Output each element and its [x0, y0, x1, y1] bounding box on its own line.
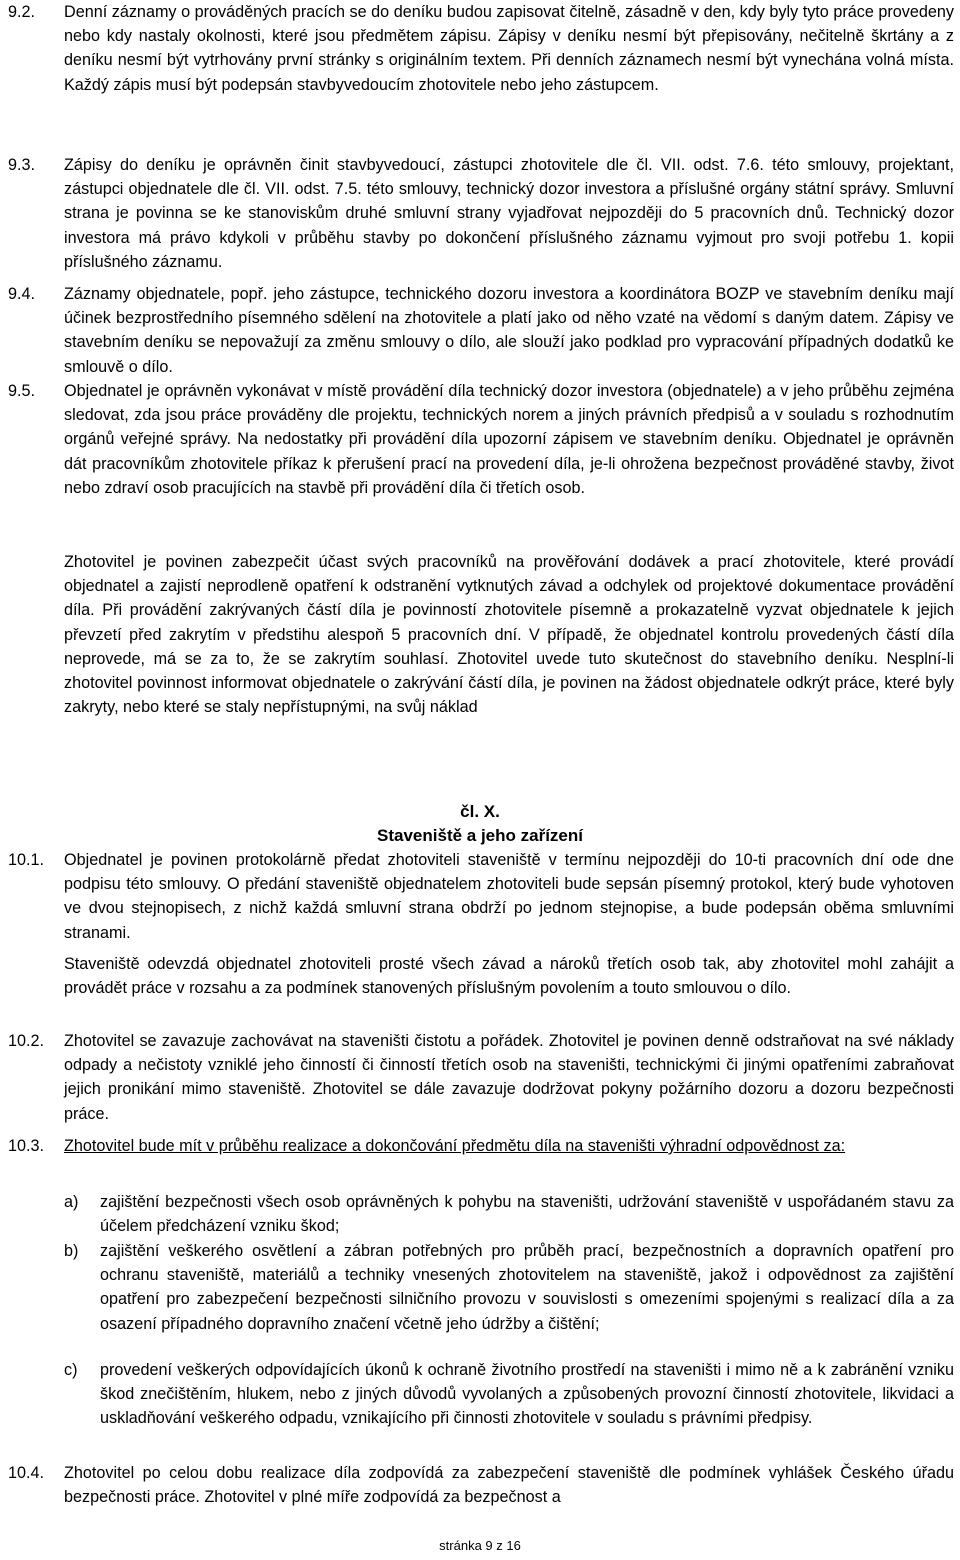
- clause-text: Záznamy objednatele, popř. jeho zástupce, technického dozoru investora a koordinátora BOZP ve stavebním deníku mají účinek bezprostředního písemného sdělení na zhotovitele a platí jako od něho vzaté na vědomí s daným datem. Zápisy ve stavebním deníku se nepovažují za změnu smlouvy o dílo, ale slouží jako podklad pro vypracování případných dodatků ke smlouvě o dílo.: [64, 285, 954, 376]
- clause-number: 9.5.: [8, 382, 36, 400]
- clause-text: Zápisy do deníku je oprávněn činit stavbyvedoucí, zástupci zhotovitele dle čl. VII. odst. 7.6. této smlouvy, projektant, zástupci objednatele dle čl. VII. odst. 7.5. této smlouvy, technický dozor investora a příslušné orgány státní správy. Smluvní strana je povinna se ke stanoviskům druhé smluvní strany vyjadřovat nejpozději do 5 pracovních dnů. Technický dozor investora má právo kdykoli v průběhu stavby po dokončení příslušného záznamu vyjmout pro svoji potřebu 1. kopii příslušného záznamu.: [64, 156, 954, 271]
- list-item-text: zajištění veškerého osvětlení a zábran potřebných pro průběh prací, bezpečnostních a dopravních opatření pro ochranu staveniště, materiálů a techniky vnesených zhotovitelem na staveniště, jakož i odpovědnost za zajištění opatření pro zabezpečení bezpečnosti silničního provozu v souvislosti s omezeními spojenými s realizací díla a za osazení případného dopravního značení včetně jeho údržby a čištění;: [100, 1242, 954, 1333]
- article-number: čl. X.: [460, 802, 500, 821]
- list-item-label: a): [64, 1193, 79, 1211]
- list-item-label: c): [64, 1361, 78, 1379]
- list-item-text: zajištění bezpečnosti všech osob oprávněných k pohybu na staveništi, udržování staveniště v uspořádaném stavu za účelem předcházení vzniku škod;: [100, 1193, 954, 1236]
- clause-number: 10.1.: [8, 851, 45, 869]
- clause-number: 10.3.: [8, 1137, 45, 1155]
- clause-number: 9.4.: [8, 285, 36, 303]
- clause-text: Zhotovitel se zavazuje zachovávat na staveništi čistotu a pořádek. Zhotovitel je povinen denně odstraňovat na své náklady odpady a nečistoty vzniklé jeho činností či činností třetích osob na staveništi, technickými či jinými opatřeními zabraňovat jejich pronikání mimo staveniště. Zhotovitel se dále zavazuje dodržovat pokyny požárního dozoru a dozoru bezpečnosti práce.: [64, 1032, 954, 1123]
- list-item-label: b): [64, 1242, 79, 1260]
- clause-text: Denní záznamy o prováděných pracích se do deníku budou zapisovat čitelně, zásadně v den, kdy byly tyto práce provedeny nebo kdy nastaly okolnosti, které jsou předmětem zápisu. Zápisy v deníku nesmí být přepisovány, nečitelně škrtány a z deníku nesmí být vytrhovány první stránky s originálním textem. Při denních záznamech nesmí být vynechána volná místa. Každý zápis musí být podepsán stavbyvedoucím zhotovitele nebo jeho zástupcem.: [64, 3, 954, 94]
- list-item-text: provedení veškerých odpovídajících úkonů k ochraně životního prostředí na staveništi i mimo ně a k zabránění vzniku škod znečištěním, hlukem, nebo z jiných důvodů vyvolaných a způsobených provozní činností zhotovitele, likvidaci a uskladňování veškerého odpadu, vznikajícího při činnosti zhotovitele v souladu s právními předpisy.: [100, 1361, 954, 1428]
- clause-text-continued: Zhotovitel je povinen zabezpečit účast svých pracovníků na prověřování dodávek a prací zhotovitele, které provádí objednatel a zajistí neprodleně opatření k odstranění vytknutých závad a odchylek od projektové dokumentace provádění díla. Při provádění zakrývaných částí díla je povinností zhotovitele písemně a prokazatelně vyzvat objednatele k jejich převzetí před zakrytím v předstihu alespoň 5 pracovních dní. V případě, že objednatel kontrolu provedených částí díla neprovede, má se za to, že se zakrytím souhlasí. Zhotovitel uvede tuto skutečnost do stavebního deníku. Nesplní-li zhotovitel povinnost informovat objednatele o zakrývání částí díla, je povinen na žádost objednatele odkrýt práce, které byly zakryty, nebo které se staly nepřístupnými, na svůj náklad: [64, 553, 954, 717]
- article-title: Staveniště a jeho zařízení: [377, 826, 583, 845]
- clause-text: Objednatel je oprávněn vykonávat v místě provádění díla technický dozor investora (objednatele) a v jeho průběhu zejména sledovat, zda jsou práce prováděny dle projektu, technických norem a jiných právních předpisů a v souladu s rozhodnutím orgánů veřejné správy. Na nedostatky při provádění díla upozorní zápisem ve stavebním deníku. Objednatel je oprávněn dát pracovníkům zhotovitele příkaz k přerušení prací na provedení díla, je-li ohrožena bezpečnost prováděné stavby, život nebo zdraví osob pracujících na stavbě při provádění díla či třetích osob.: [64, 382, 954, 497]
- clause-number: 9.2.: [8, 3, 36, 21]
- clause-text: Objednatel je povinen protokolárně předat zhotoviteli staveniště v termínu nejpozději do 10-ti pracovních dní ode dne podpisu této smlouvy. O předání staveniště objednatelem zhotoviteli bude sepsán písemný protokol, který bude vyhotoven ve dvou stejnopisech, z nichž každá smluvní strana obdrží po jednom stejnopise, a bude podepsán oběma smluvními stranami.: [64, 851, 954, 942]
- page-footer: stránka 9 z 16: [439, 1538, 521, 1553]
- clause-text: Zhotovitel po celou dobu realizace díla zodpovídá za zabezpečení staveniště dle podmínek vyhlášek Českého úřadu bezpečnosti práce. Zhotovitel v plné míře zodpovídá za bezpečnost a: [64, 1464, 954, 1507]
- clause-number: 9.3.: [8, 156, 36, 174]
- clause-number: 10.4.: [8, 1464, 45, 1482]
- clause-number: 10.2.: [8, 1032, 45, 1050]
- clause-text: Zhotovitel bude mít v průběhu realizace a dokončování předmětu díla na staveništi výhradní odpovědnost za:: [64, 1137, 846, 1155]
- clause-text-continued: Staveniště odevzdá objednatel zhotoviteli prosté všech závad a nároků třetích osob tak, aby zhotovitel mohl zahájit a provádět práce v rozsahu a za podmínek stanovených příslušným povolením a touto smlouvou o dílo.: [64, 955, 954, 998]
